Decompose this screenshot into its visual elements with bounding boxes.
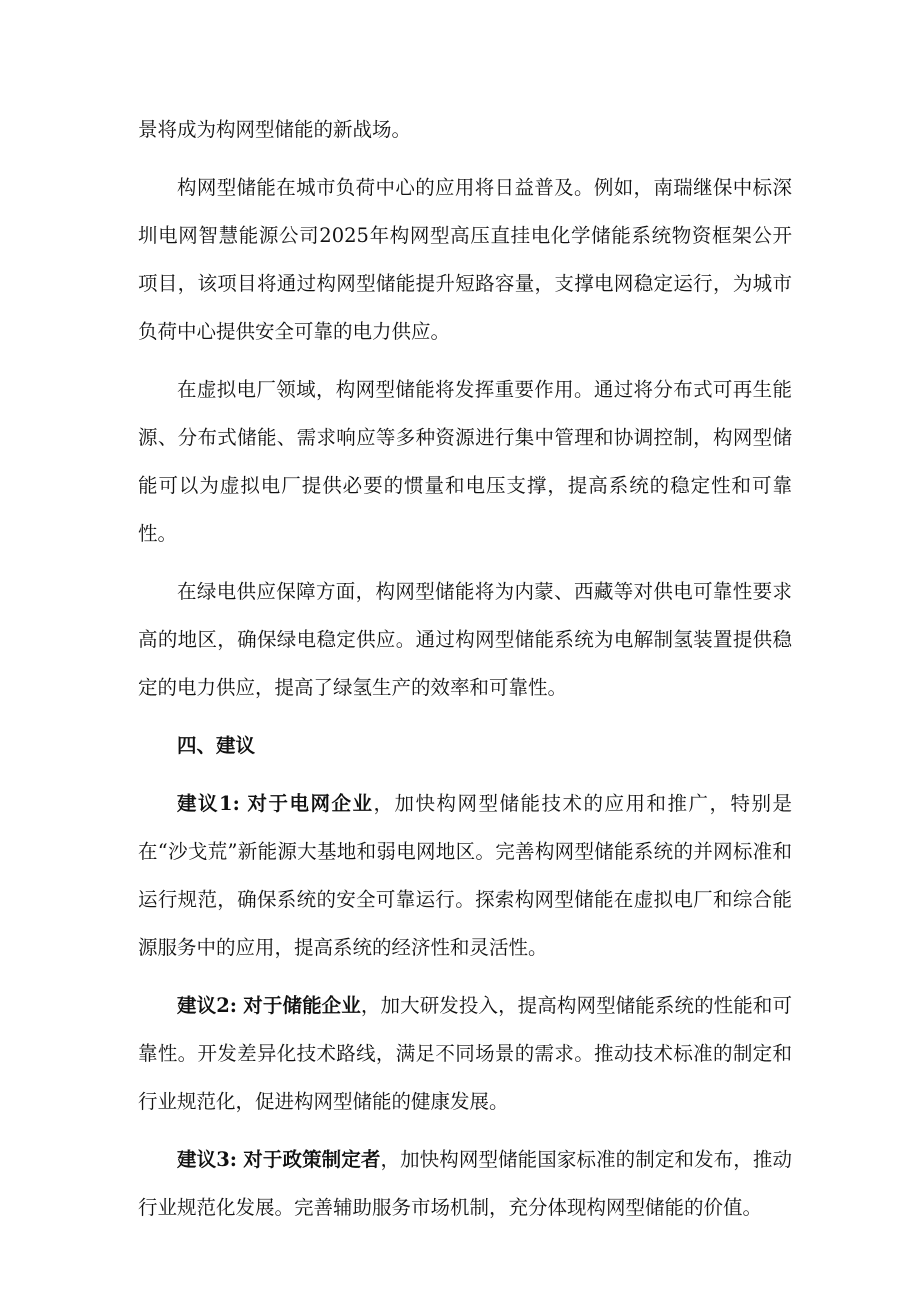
suggestion-label: 建议3: <box>177 1148 237 1171</box>
suggestion-text: ，加快构网型储能技术的应用和推广，特别是在“沙戈荒”新能源大基地和弱电网地区。完善构网型储能系统的并网标准和运行规范，确保系统的安全可靠运行。探索构网型储能在虚拟电厂和综合能源服务中的应用，提高系统的经济性和灵活性。 <box>138 792 792 959</box>
suggestion-1 <box>138 780 792 972</box>
suggestion-target: 对于政策制定者 <box>243 1148 381 1171</box>
paragraph-virtual-power-plant: 在虚拟电厂领域，构网型储能将发挥重要作用。通过将分布式可再生能源、分布式储能、需求响应等多种资源进行集中管理和协调控制，构网型储能可以为虚拟电厂提供必要的惯量和电压支撑，提高系统的稳定性和可靠性。 <box>138 378 792 545</box>
suggestion-target: 对于储能企业 <box>243 994 361 1017</box>
suggestion-3 <box>138 1136 792 1232</box>
paragraph-urban-load-center: 构网型储能在城市负荷中心的应用将日益普及。例如，南瑞继保中标深圳电网智慧能源公司2025年构网型高压直挂电化学储能系统物资框架公开项目，该项目将通过构网型储能提升短路容量，支撑电网稳定运行，为城市负荷中心提供安全可靠的电力供应。 <box>138 176 792 343</box>
document-body <box>138 106 792 1242</box>
paragraph-continuation: 景将成为构网型储能的新战场。 <box>138 118 412 141</box>
suggestion-label: 建议1: <box>177 792 240 815</box>
suggestion-2 <box>138 982 792 1126</box>
suggestion-label: 建议2: <box>177 994 237 1017</box>
section-heading-suggestions: 四、建议 <box>177 734 256 757</box>
suggestion-text: ，加快构网型储能国家标准的制定和发布，推动行业规范化发展。完善辅助服务市场机制，充分体现构网型储能的价值。 <box>138 1148 792 1219</box>
suggestion-target: 对于电网企业 <box>247 792 374 815</box>
paragraph-green-power-supply: 在绿电供应保障方面，构网型储能将为内蒙、西藏等对供电可靠性要求高的地区，确保绿电稳定供应。通过构网型储能系统为电解制氢装置提供稳定的电力供应，提高了绿氢生产的效率和可靠性。 <box>138 580 792 699</box>
suggestion-text: ，加大研发投入，提高构网型储能系统的性能和可靠性。开发差异化技术路线，满足不同场景的需求。推动技术标准的制定和行业规范化，促进构网型储能的健康发展。 <box>138 994 792 1113</box>
